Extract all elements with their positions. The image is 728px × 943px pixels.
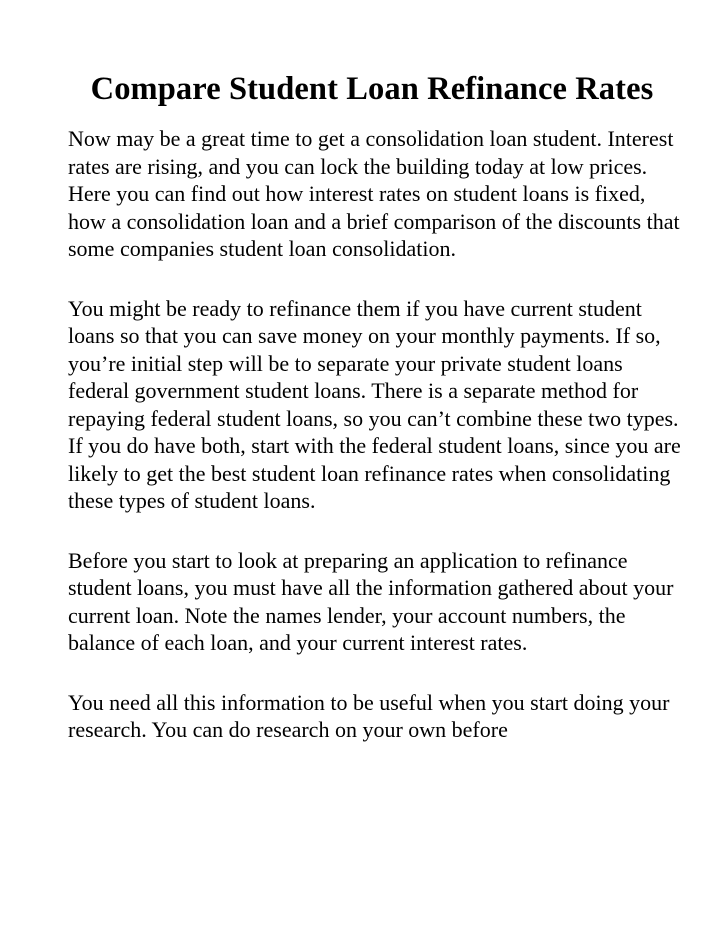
paragraph-4: You need all this information to be useful when you start doing your research. You can do research on your own before	[68, 689, 670, 742]
page-title: Compare Student Loan Refinance Rates	[90, 71, 654, 107]
paragraph-1: Now may be a great time to get a consolidation loan student. Interest rates are rising, and you can lock the building today at low prices. Here you can find out how interest rates on student loans is fixed, how a consolidation loan and a brief comparison of the discounts that some companies student loan consolidation.	[68, 126, 680, 261]
paragraph-3: Before you start to look at preparing an application to refinance student loans, you must have all the information gathered about your current loan. Note the names lender, your account numbers, the balance of each loan, and your current interest rates.	[68, 547, 674, 655]
paragraph-2: You might be ready to refinance them if you have current student loans so that you can save money on your monthly payments. If so, you’re initial step will be to separate your private student loans federal government student loans. There is a separate method for repaying federal student loans, so you can’t combine these two types. If you do have both, start with the federal student loans, since you are likely to get the best student loan refinance rates when consolidating these types of student loans.	[68, 295, 681, 513]
